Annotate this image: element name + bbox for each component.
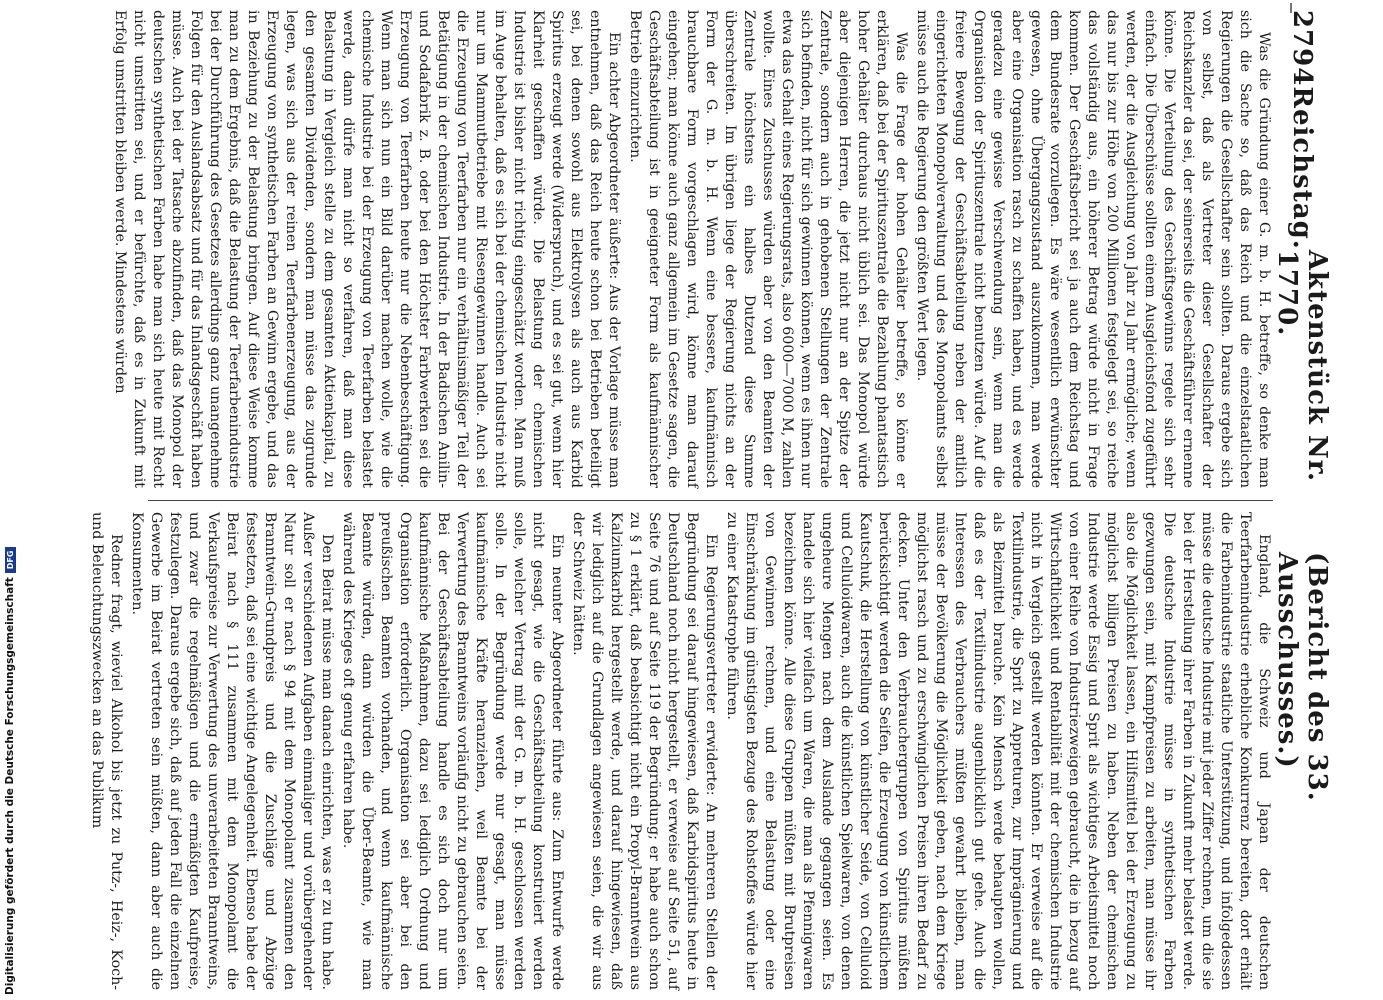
left-column	[112, 10, 1273, 488]
digitization-credit	[4, 547, 16, 995]
right-column	[89, 512, 1273, 990]
page-header	[1272, 10, 1332, 990]
paragraph: Redner fragt, wieviel Alkohol bis jetzt zu Putz-, Heiz-, Koch- und Beleuchtungszwecken an das Publikum	[89, 512, 124, 990]
paragraph: Ein Regierungsvertreter erwiderte: An mehreren Stellen der Begründung sei darauf hingewiesen, daß Karbidspiritus heute in Deutschland noch nicht hergestellt, er verweise auf Seite 51, auf Seite 76 und auf Seite 119 der Begründung; er habe auch schon zu § 1 erklärt, daß beabsichtigt nicht ein Propyl-Branntwein aus Kalziumkarbid hergestellt werde, und darauf hingewiesen, daß wir lediglich auf die Grundlagen angewiesen seien, die wir aus der Schweiz hätten.	[570, 512, 719, 990]
newspaper-page	[89, 10, 1332, 990]
page-number: 2794	[1287, 10, 1317, 87]
paragraph: Den Beirat müsse man danach einrichten, was er zu tun habe. Außer verschiedenen Aufgaben einmaliger und vorübergehender Natur soll er nach § 94 mit dem Monopolamt zusammen den Branntwein-Grundpreis und die Zuschläge und Abzüge festsetzen, daß sei eine wichtige Angelegenheit. Ebenso habe der Beirat nach § 111 zusammen mit dem Monopolamt die Verkaufspreise zur Verwertung des unverarbeiteten Branntweins, und zwar die regelmäßigen und die ermäßigten Kaufpreise, festzulegen. Daraus ergebe sich, daß auf jeden Fall die einzelnen Gewerbe im Beirat vertreten sein müßten, dann aber auch die Konsumenten.	[129, 512, 335, 990]
column-divider	[148, 500, 1273, 501]
paragraph: Was die Gründung einer G. m. b. H. betreffe, so denke man sich die Sache so, daß das Reich und die einzelstaatlichen Regierungen die Gesellschafter sein sollten. Daraus ergebe sich von selbst, daß als Vertreter dieser Gesellschafter der Reichskanzler da sei, der seinerseits die Geschäftsführer ernenne könne. Die Verteilung des Geschäftsgewinns regele sich sehr einfach. Die Überschüsse sollten einem Ausgleichsfond zugeführt werden, der die Ausgleichung von Jahr zu Jahr ermögliche; wenn das nur bis zur Höhe von 200 Millionen festgelegt sei, so reiche das vollständig aus, ein höherer Betrag würde nicht in Frage kommen. Der Geschäftsbericht sei ja auch dem Reichstag und dem Bundesrate vorzulegen. Es wäre wesentlich erwünschter gewesen, ohne Übergangszustand auszukommen, man werde aber eine Organisation rasch zu schaffen haben, und es werde geradezu eine gewisse Verschwendung sein, wenn man die Organisation der Spirituszentrale nicht benutzen würde. Auf die freiere Bewegung der Geschäftsabteilung neben der amtlich eingerichteten Monopolverwaltung und des Monopolamts selbst müsse auch die Regierung den größten Wert legen.	[914, 10, 1272, 488]
paragraph: England, die Schweiz und Japan der deutschen Teerfarbenindustrie erhebliche Konkurrenz bereiten, dort erhält die Farbenindustrie staatliche Unterstützung, und infolgedessen müsse die deutsche Industrie mit jeder Ziffer rechnen, um die sie bei der Herstellung ihrer Farben in Zukunft mehr belastet werde. Die deutsche Industrie müsse in synthetischen Farben gezwungen sein, mit Kampfpreisen zu arbeiten, man müsse ihr also die Möglichkeit lassen, ein Hilfsmittel bei der Erzeugung zu möglichst billigen Preisen zu haben. Neben der chemischen Industrie werde Essig und Sprit als wichtiges Arbeitsmittel noch von einer Reihe von Industriezweigen gebraucht, die in bezug auf Wirtschaftlichkeit und Rentabilität mit der chemischen Industrie nicht in Vergleich gestellt werden könnten. Er verweise auf die Textilindustrie, die Sprit zu Appreturen, zur Imprägnierung und als Beizmittel brauche. Kein Mensch werde behaupten wollen, daß es der Textilindustrie augenblicklich gut gehe. Auch die Interessen des Verbrauchers müßten gewahrt bleiben, man müsse der Bevölkerung die Möglichkeit geben, nach dem Kriege möglichst rasch und zu erschwinglichen Preisen ihren Bedarf zu decken. Unter den Verbrauchergruppen von Spiritus müßten berücksichtigt werden die Seifen, die Erzeugung von künstlichem Kautschuk, die Herstellung von künstlicher Seide, von Celluloid und Celluloidwaren, auch die künstlichen Spielwaren, von denen ungeheure Mengen nach dem Auslande gegangen seien. Es handele sich hier vielfach um Waren, die man als Pfennigwaren bezeichnen könne. Alle diese Gruppen müßten mit Brutpreisen von Gewinnen rechnen, und eine Belastung oder eine Einschränkung im günstigsten Bezuge des Rohstoffes würde hier zu einer Katastrophe führen.	[724, 512, 1272, 990]
document-number: Aktenstück Nr. 1770.	[1272, 249, 1332, 483]
running-title: Reichstag.	[1287, 86, 1317, 250]
text-columns	[89, 10, 1273, 990]
dfg-logo: DFG	[5, 547, 16, 574]
paragraph: Ein neunter Abgeordneter führte aus: Zum Entwurfe werde nicht gesagt, wie die Geschäftsabteilung konstruiert werden solle, welcher Vertrag mit der G. m. b. H. geschlossen werden solle. In der Begründung werde nur gesagt, man müsse kaufmännische Kräfte heranziehen, weil Beamte bei der Verwertung des Branntweins vorläufig nicht zu gebrauchen seien. Bei der Geschäftsabteilung handle es sich doch nur um kaufmännische Maßnahmen, dazu sei lediglich Ordnung und Organisation erforderlich. Organisation sei aber bei den preußischen Beamten vorhanden, und wenn kaufmännische Beamte würden, dann würden die Über-Beamte, wie man während des Krieges oft genug erfahren habe.	[340, 512, 565, 990]
credit-text: Digitalisierung gefördert durch die Deutsche Forschungsgemeinschaft	[4, 577, 16, 995]
section-title: (Bericht des 33. Ausschusses.)	[1272, 551, 1332, 802]
paragraph: Was die Frage der hohen Gehälter betreffe, so könne er erklären, daß bei der Spirituszentrale die Bezahlung phantastisch hoher Gehälter durchaus nicht üblich sei. Das Monopol würde aber diejenigen Herren, die jetzt nicht nur an der Spitze der Zentrale, sondern auch in gehobenen Stellungen der Zentrale sich befinden, nicht für sich gewinnen können, wenn es ihnen nur etwa das Gehalt eines Regierungsrats, also 6000—7000 M, zahlen wollte. Eines Zuschusses würden aber von den Beamten der Zentrale höchstens ein halbes Dutzend diese Summe überschreiten. Im übrigen liege der Regierung nichts an der Form der G. m. b. H. Wenn eine bessere, kaufmännisch brauchbare Form vorgeschlagen wird, könne man darauf eingehen; man könne auch ganz allgemein im Gesetze sagen, die Geschäftsabteilung ist in geeigneter Form als kaufmännischer Betrieb einzurichten.	[627, 10, 909, 488]
paragraph: Ein achter Abgeordneter äußerte: Aus der Vorlage müsse man entnehmen, daß das Reich heute schon bei Betrieben beteiligt sei, bei denen sowohl aus Elektrolysen als auch aus Karbid Spiritus erzeugt werde (Widerspruch), und es sei gut, wenn hier Klarheit geschaffen würde. Die Belastung der chemischen Industrie ist bisher nicht richtig eingeschätzt worden. Man muß im Auge behalten, daß es sich bei der chemischen Industrie nicht nur um Mammutbetriebe mit Riesengewinnen handle. Auch sei die Erzeugung von Teerfarben nur ein verhältnismäßiger Teil der Betätigung in der chemischen Industrie. In der Badischen Anilin- und Sodafabrik z. B. oder bei den Höchster Farbwerken sei die Erzeugung von Teerfarben heute nur die Nebenbeschäftigung. Wenn man sich nun ein Bild darüber machen wolle, wie die chemische Industrie bei der Erzeugung von Teerfarben belastet werde, dann dürfe man nicht so verfahren, daß man diese Belastung in Vergleich stelle zu dem gesamten Aktienkapital, zu den gesamten Dividenden, sondern man müsse das zugrunde legen, was sich aus der reinen Teerfarbenerzeugung, aus der Erzeugung von synthetischen Farben an Gewinn ergebe, und das in Beziehung zu der Belastung bringen. Auf diese Weise komme man zu dem Ergebnis, daß die Belastung der Teerfarbenindustrie bei der Durchführung des Gesetzes allerdings ganz unangenehme Folgen für den Auslandsabsatz und für das Inlandsgeschäft haben müsse. Auch bei der Tatsache abzufinden, daß das Monopol der deutschen synthetischen Farben habe man sich heute mit Recht nicht umstritten sei, und er befürchte, daß es in Zukunft mit Erfolg umstritten bleiben werde. Mindestens würden	[112, 10, 622, 488]
